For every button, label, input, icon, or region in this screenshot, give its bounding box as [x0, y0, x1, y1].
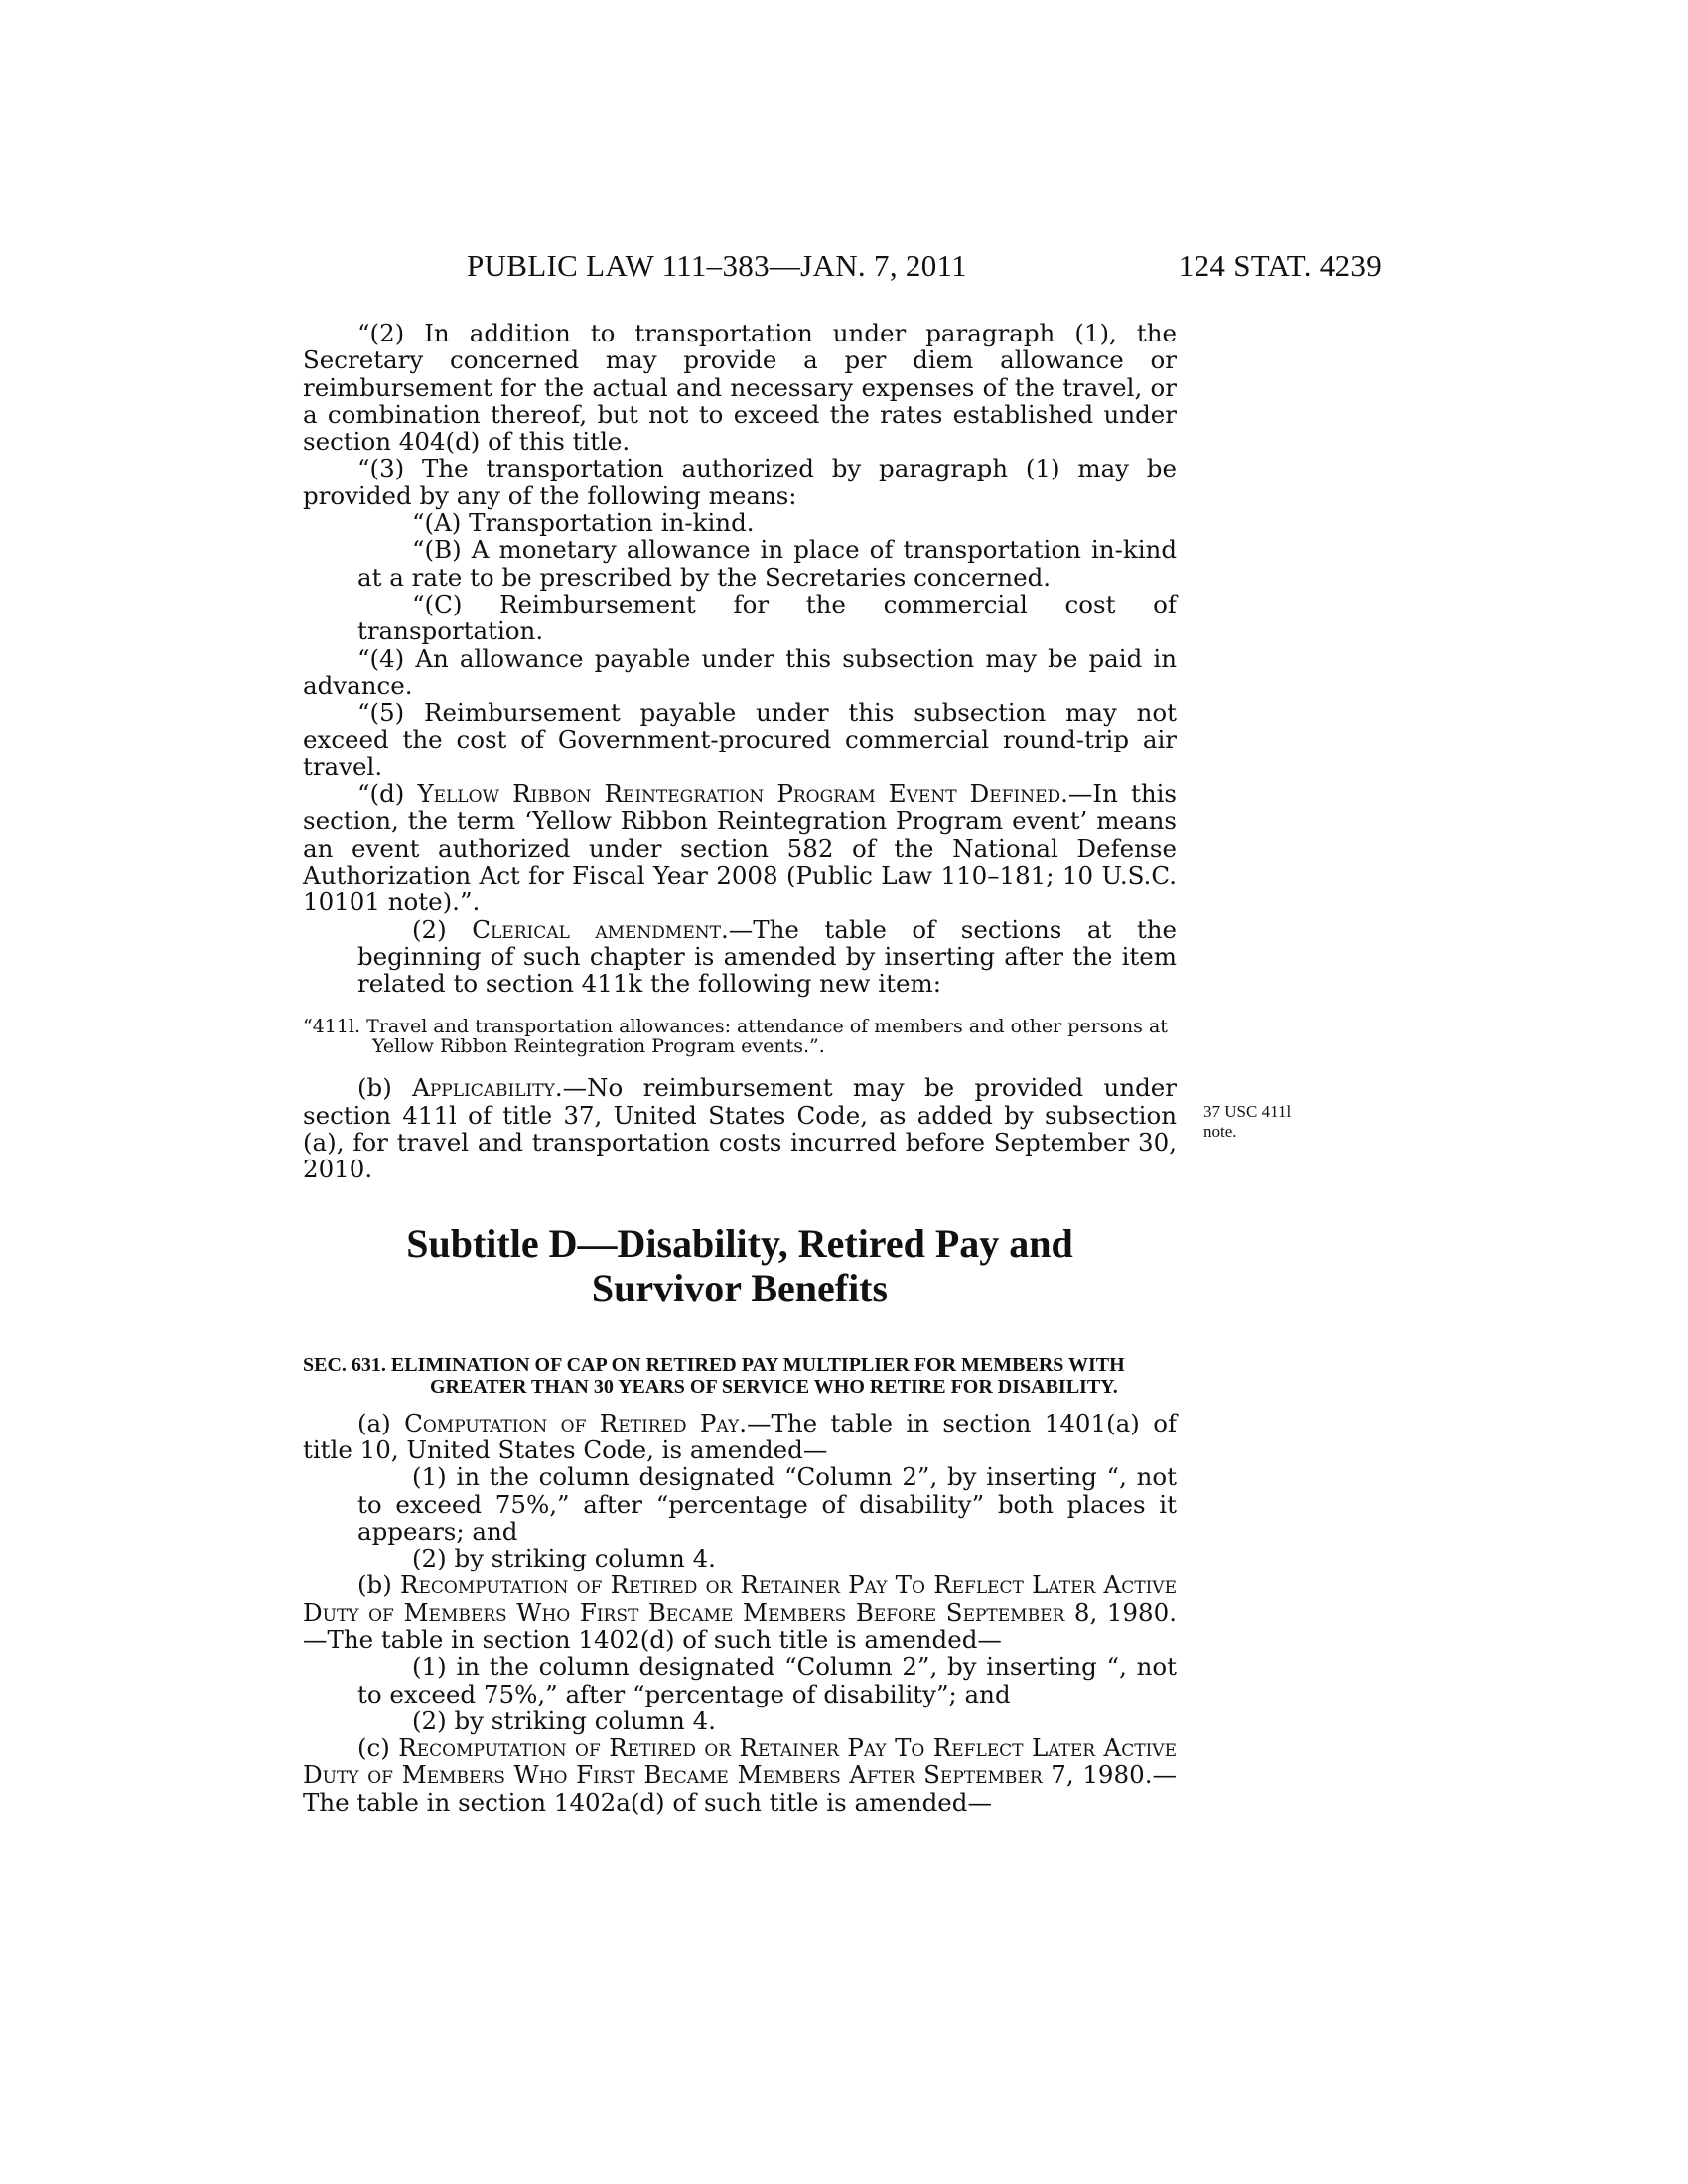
- section-heading: SEC. 631. ELIMINATION OF CAP ON RETIRED PAY MULTIPLIER FOR MEMBERS WITH GREATER THAN 30 YEARS OF SERVICE WHO RETIRE FOR DISABILITY.: [303, 1353, 1125, 1398]
- section-631-b-item-2: (2) by striking column 4.: [412, 1706, 716, 1735]
- subtitle-line-1: Subtitle D—Disability, Retired Pay and: [406, 1220, 1073, 1266]
- margin-note-label: note.: [1203, 1122, 1237, 1141]
- sec-b-heading: Recomputation of Retired or Retainer Pay To Reflect Later Active Duty of Members Who First Became Members Before September 8, 1980: [303, 1570, 1177, 1627]
- sec-b-text: .—The table in section 1402(d) of such title is amended—: [303, 1597, 1177, 1654]
- sec-c-prefix: (c): [357, 1733, 399, 1763]
- applicability-text: .—No reimbursement may be provided under section 411l of title 37, United States Code, as added by subsection (a), for travel and transportation costs incurred before September 30, 2010.: [303, 1073, 1177, 1184]
- running-head: PUBLIC LAW 111–383—JAN. 7, 2011: [467, 248, 967, 283]
- margin-note-citation: 37 USC 411l: [1203, 1102, 1292, 1121]
- sec-c-heading: Recomputation of Retired or Retainer Pay To Reflect Later Active Duty of Members Who First Became Members After September 7, 1980: [303, 1733, 1177, 1790]
- subparagraph-a: “(A) Transportation in-kind.: [412, 508, 755, 538]
- applicability-prefix: (b): [357, 1073, 413, 1103]
- sec-b-prefix: (b): [357, 1570, 401, 1600]
- subsection-d-text: .—In this section, the term ‘Yellow Ribbon Reintegration Program event’ means an event authorized under section 582 of the National Defense Authorization Act for Fiscal Year 2008 (Public Law 110–181; 10 U.S.C. 10101 note).”.: [303, 779, 1178, 917]
- section-631-a-item-1: (1) in the column designated “Column 2”, by inserting “, not to exceed 75%,” after “percentage of disability” both places it appears; and: [357, 1462, 1177, 1546]
- clerical-amendment: [303, 916, 1177, 998]
- paragraph-4: “(4) An allowance payable under this subsection may be paid in advance.: [303, 643, 1177, 700]
- paragraph-3: “(3) The transportation authorized by paragraph (1) may be provided by any of the following means:: [303, 454, 1177, 510]
- applicability-heading: Applicability: [412, 1073, 555, 1103]
- section-631-a: [303, 1410, 1177, 1464]
- paragraph-2: “(2) In addition to transportation under paragraph (1), the Secretary concerned may provide a per diem allowance or reimbursement for the actual and necessary expenses of the travel, or a combination thereof, but not to exceed the rates established under section 404(d) of this title.: [303, 319, 1177, 457]
- section-631-b-item-1: (1) in the column designated “Column 2”, by inserting “, not to exceed 75%,” after “percentage of disability”; and: [357, 1652, 1177, 1708]
- statute-page-reference: 124 STAT. 4239: [1178, 248, 1382, 283]
- subparagraph-c: “(C) Reimbursement for the commercial cost of transportation.: [357, 589, 1177, 646]
- section-631-c: [303, 1734, 1177, 1816]
- sec-a-heading: Computation of Retired Pay: [404, 1408, 740, 1437]
- paragraph-5: “(5) Reimbursement payable under this subsection may not exceed the cost of Government-procured commercial round-trip air travel.: [303, 698, 1177, 781]
- subsection-d: [303, 780, 1177, 915]
- body-column: [303, 320, 1177, 1816]
- sec-c-text: .—The table in section 1402a(d) of such title is amended—: [303, 1760, 1177, 1817]
- clerical-heading: Clerical amendment: [472, 914, 721, 944]
- subtitle-line-2: Survivor Benefits: [591, 1265, 889, 1310]
- margin-note: [1203, 1102, 1342, 1142]
- section-631-a-item-2: (2) by striking column 4.: [412, 1544, 716, 1573]
- subparagraph-b: “(B) A monetary allowance in place of transportation in-kind at a rate to be prescribed by the Secretaries concerned.: [357, 535, 1177, 592]
- section-631-b: [303, 1571, 1177, 1653]
- subtitle-heading: [303, 1221, 1177, 1310]
- sec-a-text: .—The table in section 1401(a) of title 10, United States Code, is amended—: [303, 1408, 1178, 1464]
- subsection-d-heading: Yellow Ribbon Reintegration Program Event Defined: [417, 779, 1061, 809]
- subsection-d-prefix: “(d): [357, 779, 418, 809]
- sec-a-prefix: (a): [357, 1408, 405, 1437]
- table-of-sections-item: “411l. Travel and transportation allowances: attendance of members and other persons at Yellow Ribbon Reintegration Program events.”.: [303, 1016, 1168, 1058]
- clerical-text: .—The table of sections at the beginning of such chapter is amended by inserting after the item related to section 411k the following new item:: [357, 914, 1177, 999]
- applicability-subsection: [303, 1074, 1177, 1182]
- clerical-prefix: (2): [412, 914, 473, 944]
